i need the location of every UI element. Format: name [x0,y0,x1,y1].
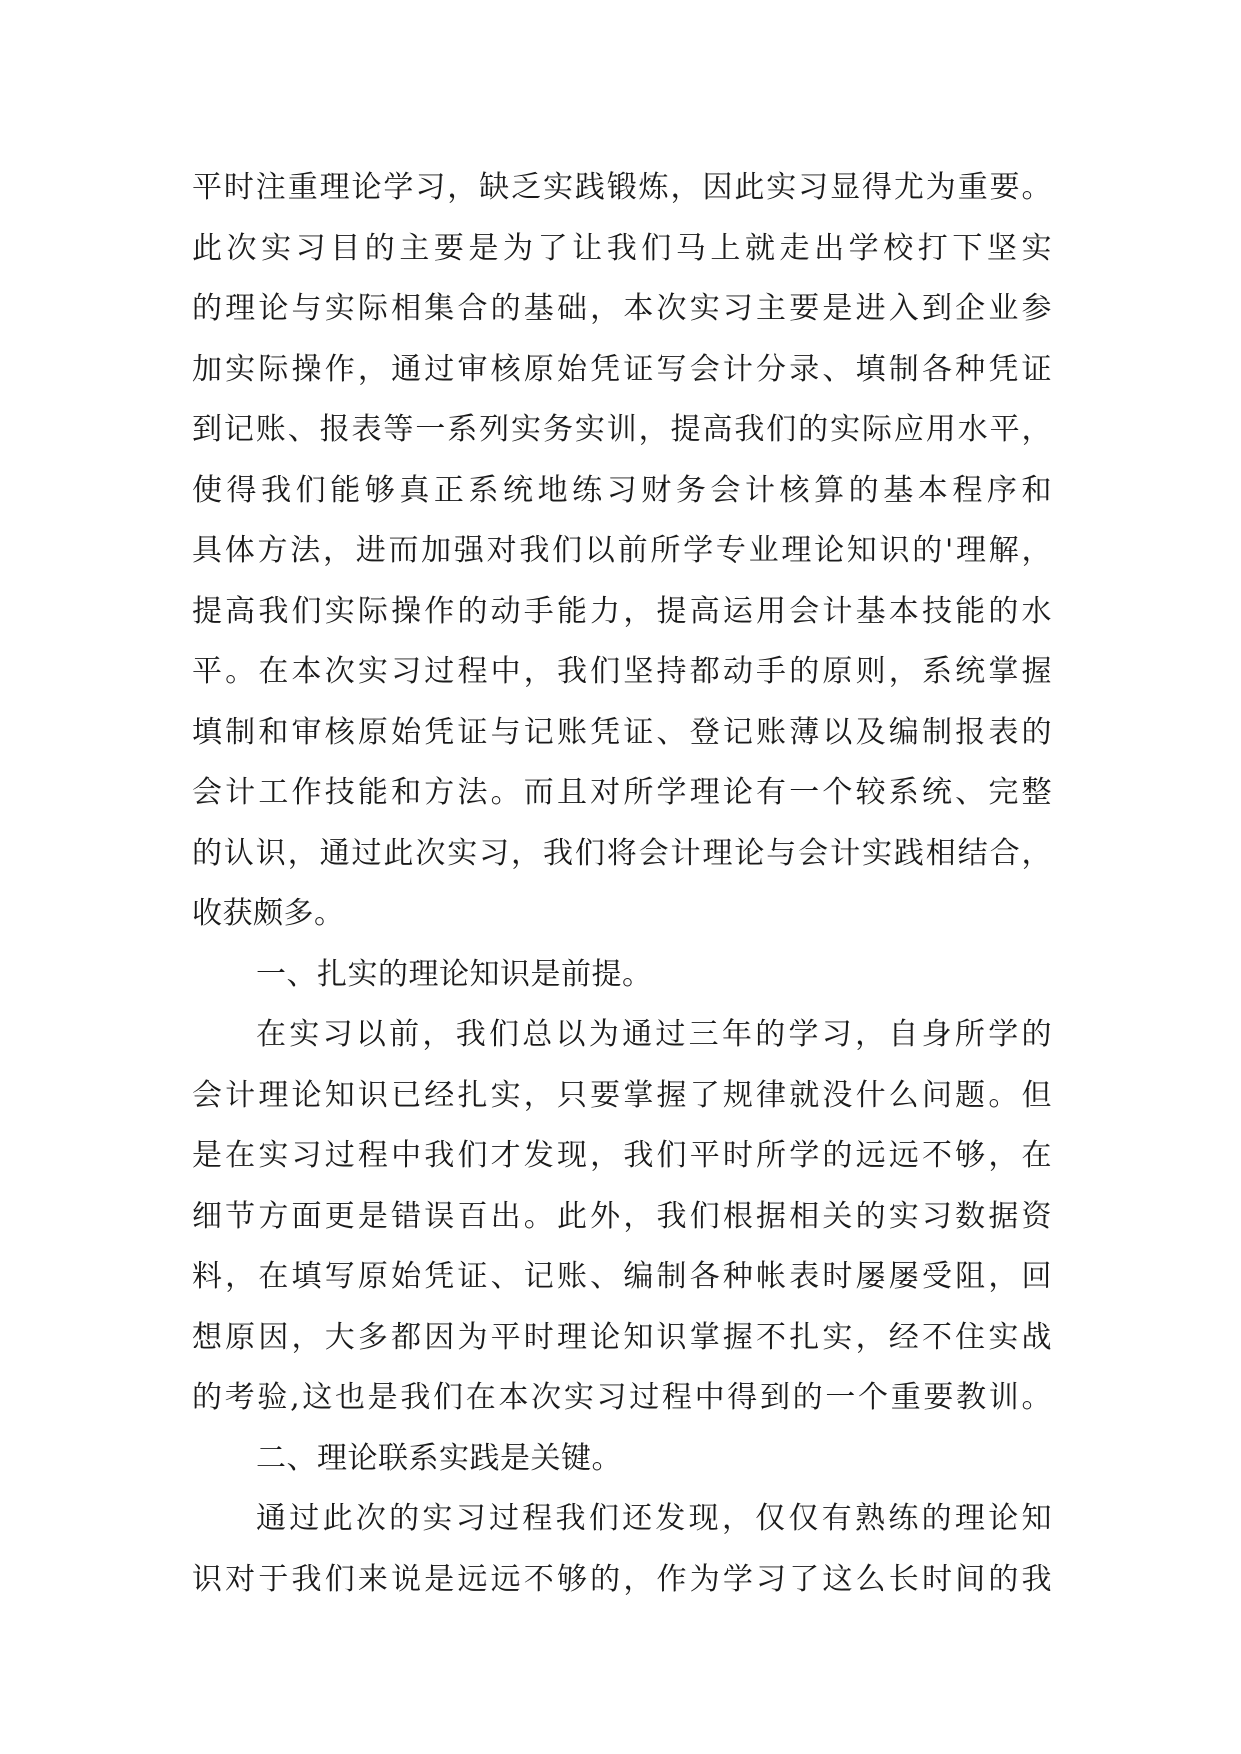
text-line: 通过此次的实习过程我们还发现，仅仅有熟练的理论知 [256,1501,1052,1536]
text-line: 的理论与实际相集合的基础，本次实习主要是进入到企业参 [192,291,1052,326]
text-line: 的考验,这也是我们在本次实习过程中得到的一个重要教训。 [192,1380,1052,1415]
text-line: 想原因，大多都因为平时理论知识掌握不扎实，经不住实战 [192,1319,1052,1355]
text-line: 具体方法，进而加强对我们以前所学专业理论知识的'理解， [192,533,1052,568]
text-line: 细节方面更是错误百出。此外，我们根据相关的实习数据资 [192,1198,1052,1234]
text-line: 此次实习目的主要是为了让我们马上就走出学校打下坚实 [192,230,1052,266]
text-line: 二、理论联系实践是关键。 [256,1440,622,1476]
text-line: 到记账、报表等一系列实务实训，提高我们的实际应用水平， [192,412,1052,447]
text-line: 在实习以前，我们总以为通过三年的学习，自身所学的 [256,1017,1052,1052]
text-line: 的认识，通过此次实习，我们将会计理论与会计实践相结合， [192,835,1052,871]
text-line: 使得我们能够真正系统地练习财务会计核算的基本程序和 [192,472,1052,508]
text-line: 收获颇多。 [192,896,345,931]
text-line: 加实际操作，通过审核原始凭证写会计分录、填制各种凭证 [192,351,1052,387]
text-line: 识对于我们来说是远远不够的，作为学习了这么长时间的我 [192,1561,1052,1597]
text-line: 平。在本次实习过程中，我们坚持都动手的原则，系统掌握 [192,654,1052,689]
body-text [192,158,1052,1610]
text-line: 是在实习过程中我们才发现，我们平时所学的远远不够，在 [192,1138,1052,1173]
text-line: 平时注重理论学习，缺乏实践锻炼，因此实习显得尤为重要。 [192,170,1052,205]
text-line: 会计工作技能和方法。而且对所学理论有一个较系统、完整 [192,775,1052,810]
text-line: 一、扎实的理论知识是前提。 [256,956,653,992]
text-line: 会计理论知识已经扎实，只要掌握了规律就没什么问题。但 [192,1077,1052,1113]
text-line: 料，在填写原始凭证、记账、编制各种帐表时屡屡受阻，回 [192,1259,1052,1294]
text-line: 提高我们实际操作的动手能力，提高运用会计基本技能的水 [192,593,1052,629]
text-line: 填制和审核原始凭证与记账凭证、登记账薄以及编制报表的 [192,714,1052,750]
